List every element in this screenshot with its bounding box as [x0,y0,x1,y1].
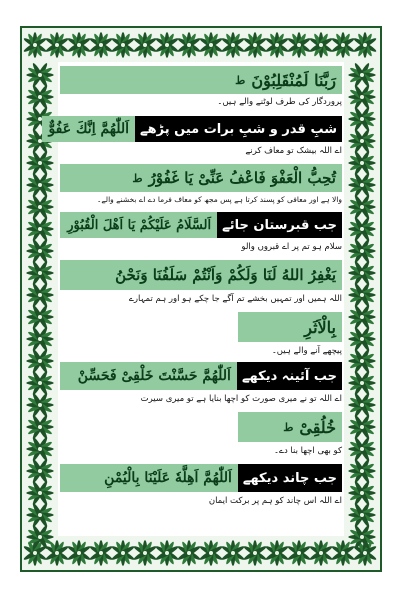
leaf-ornament [287,32,312,58]
leaf-ornament [26,84,53,110]
leaf-ornament [348,282,375,308]
arabic-line [60,164,342,192]
leaf-ornament [26,480,53,506]
leaf-ornament [45,32,70,58]
leaf-ornament [348,106,375,132]
leaf-ornament [89,32,114,58]
heading-line [48,116,342,142]
leaf-ornament [155,32,180,58]
pause-mark: ط [283,420,294,434]
translation-line: اے اللہ اس چاند کو ہم پر برکت ایمان [208,496,342,506]
leaf-ornament [348,436,375,462]
leaf-ornament [26,172,53,198]
leaf-ornament [348,392,375,418]
heading-label: شبِ قدر و شبِ برات میں پڑھے [135,116,342,142]
leaf-ornament [111,540,136,566]
translation-line: پروردگار کی طرف لوٹنے والے ہیں۔ [217,97,342,107]
leaf-ornament [23,32,48,58]
leaf-ornament [26,458,53,484]
leaf-ornament [221,540,246,566]
leaf-ornament [26,370,53,396]
leaf-ornament [45,540,70,566]
leaf-ornament [287,540,312,566]
leaf-ornament [348,326,375,352]
translation-line: والا ہے اور معافی کو پسند کرتا ہے پس مجھ کو معاف فرما دے اے بخشنے والے۔ [97,195,342,204]
arabic-line [60,260,342,290]
arabic-line [238,412,342,442]
leaf-ornament [133,540,158,566]
leaf-ornament [348,128,375,154]
leaf-ornament [155,540,180,566]
leaf-ornament [111,32,136,58]
leaf-ornament [89,540,114,566]
arabic-text: یَغْفِرُ اللهُ لَنَا وَلَكُمْ وَاَنْتُمْ سَلَفُنَا وَنَحْنُ [115,266,336,284]
leaf-ornament [331,32,356,58]
heading-line [60,362,342,390]
leaf-ornament [348,414,375,440]
translation-line: اے اللہ تو نے میری صورت کو اچھا بنایا ہے تو میری سیرت [140,394,342,404]
arabic-text: اَلسَّلَامُ عَلَیْكُمْ یَا اَھْلَ الْقُبُوْرِ [60,212,217,238]
leaf-ornament [348,260,375,286]
leaf-ornament [265,32,290,58]
leaf-ornament [26,260,53,286]
translation-line: اللہ ہمیں اور تمہیں بخشے تم آگے جا چکے ہو اور ہم تمہارے [128,294,342,304]
leaf-ornament [199,32,224,58]
leaf-ornament [26,326,53,352]
pause-mark: ط [132,171,143,185]
leaf-ornament [177,540,202,566]
leaf-ornament [26,304,53,330]
leaf-ornament [26,62,53,88]
leaf-ornament [265,540,290,566]
arabic-text: رَبَّنَا لَمُنْقَلِبُوْنَ [251,70,336,90]
leaf-ornament [348,480,375,506]
arabic-text: اَللّٰھُمَّ حَسَّنْتَ خَلْقِیْ فَحَسِّنْ [60,362,237,390]
heading-line [60,464,342,492]
leaf-ornament [26,414,53,440]
leaf-ornament [348,502,375,528]
leaf-ornament [243,540,268,566]
translation-line: پیچھے آنے والے ہیں۔ [271,346,342,356]
arabic-text: خُلُقِیْ [299,417,336,437]
arabic-text: اَللّٰھُمَّ اَھِلَّهٗ عَلَیْنَا بِالْیُمْنِ [60,464,238,492]
translation-line: اے اللہ بیشک تو معاف کرنے [245,146,342,156]
leaf-ornament [348,84,375,110]
leaf-ornament [309,540,334,566]
leaf-ornament [26,282,53,308]
floral-border-bottom [22,536,380,570]
leaf-ornament [348,172,375,198]
translation-line: سلام ہو تم پر اے قبروں والو [241,242,342,252]
leaf-ornament [177,32,202,58]
leaf-ornament [67,32,92,58]
leaf-ornament [348,458,375,484]
leaf-ornament [26,216,53,242]
text-panel [48,62,344,536]
arabic-line [238,312,342,342]
leaf-ornament [348,62,375,88]
leaf-ornament [221,32,246,58]
heading-label: جب قبرستان جائے [217,212,342,238]
leaf-ornament [348,150,375,176]
leaf-ornament [243,32,268,58]
heading-label: جب چاند دیکھے [238,464,342,492]
leaf-ornament [26,502,53,528]
leaf-ornament [348,348,375,374]
arabic-line [60,66,342,94]
arabic-text: بِالْاَثَرِ [304,317,336,337]
translation-line: کو بھی اچھا بنا دے۔ [273,446,342,456]
leaf-ornament [26,194,53,220]
leaf-ornament [348,304,375,330]
floral-border-right [344,62,380,536]
leaf-ornament [353,32,378,58]
leaf-ornament [26,348,53,374]
leaf-ornament [67,540,92,566]
pause-mark: ط [235,73,246,87]
leaf-ornament [26,436,53,462]
leaf-ornament [348,370,375,396]
leaf-ornament [26,238,53,264]
heading-label: جب آئینہ دیکھے [237,362,342,390]
heading-line [60,212,342,238]
arabic-text: اَللّٰھُمَّ اِنَّكَ عَفُوٌّ [42,116,135,142]
leaf-ornament [26,392,53,418]
leaf-ornament [348,238,375,264]
leaf-ornament [26,150,53,176]
arabic-text: تُحِبُّ الْعَفْوَ فَاعْفُ عَنِّیْ یَا غَفُوْرُ [148,169,336,187]
leaf-ornament [199,540,224,566]
leaf-ornament [309,32,334,58]
leaf-ornament [133,32,158,58]
floral-border-top [22,28,380,62]
leaf-ornament [348,216,375,242]
leaf-ornament [348,194,375,220]
